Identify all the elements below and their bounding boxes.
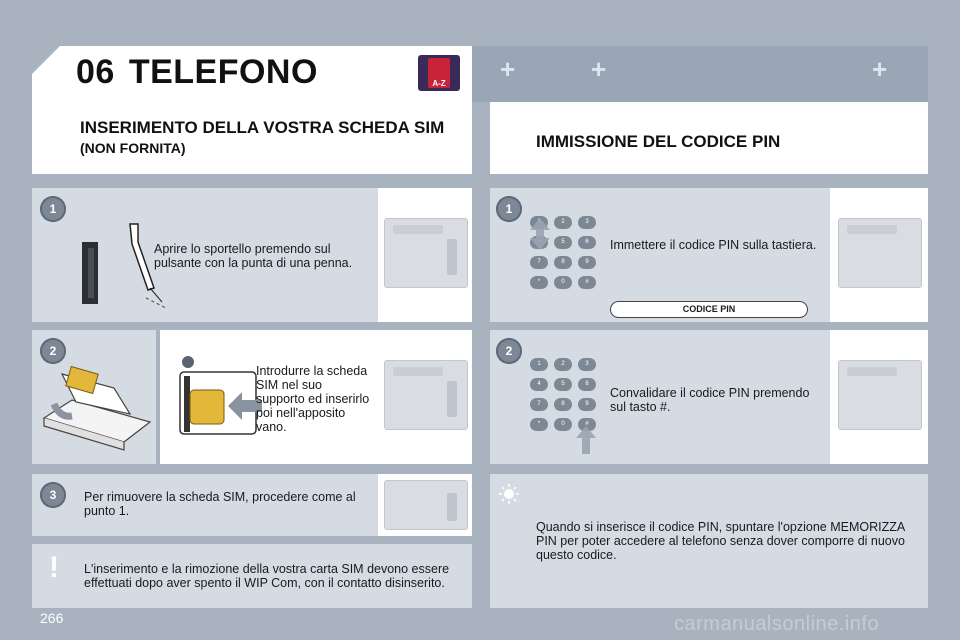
keypad-key: 3 (578, 216, 596, 229)
keypad-key: 9 (578, 256, 596, 269)
step-number-badge: 2 (40, 338, 66, 364)
radio-display (847, 225, 897, 234)
keypad-key: # (578, 418, 596, 431)
radio-display (393, 225, 443, 234)
keypad-key: 6 (578, 236, 596, 249)
book-icon (418, 55, 460, 91)
sim-tray-illustration (38, 364, 154, 454)
left-section-title: INSERIMENTO DELLA VOSTRA SCHEDA SIM (80, 118, 445, 137)
step-number-badge: 1 (496, 196, 522, 222)
sim-slot (447, 239, 457, 275)
left-step-3-panel (32, 474, 472, 536)
tip-text: Quando si inserisce il codice PIN, spuntare l'opzione MEMORIZZA PIN per poter accedere al telefono senza dover comporre di nuovo questo codice. (536, 520, 905, 562)
radio-keypad-illustration (838, 218, 922, 288)
right-section-header (490, 102, 928, 174)
warning-panel (32, 544, 472, 608)
header-decoration (472, 46, 928, 102)
radio-image-panel (830, 330, 928, 464)
phone-keypad-illustration (530, 358, 602, 432)
sim-slot (447, 493, 457, 521)
keypad-key: # (578, 276, 596, 289)
step-text: Immettere il codice PIN sulla tastiera. (610, 238, 817, 252)
keypad-key: 7 (530, 398, 548, 411)
keypad-key: 5 (554, 378, 572, 391)
left-step-1-panel (32, 188, 472, 322)
keypad-key: * (530, 276, 548, 289)
keypad-key: 5 (554, 236, 572, 249)
radio-image-panel (830, 188, 928, 322)
step-number-badge: 2 (496, 338, 522, 364)
left-section-header (32, 102, 472, 174)
radio-image-panel (378, 474, 472, 536)
step-text: Introdurre la scheda SIM nel suo supporto ed inserirlo poi nell'apposito vano. (256, 364, 370, 434)
lightbulb-icon (498, 483, 520, 505)
keypad-key: 6 (578, 378, 596, 391)
radio-unit-illustration (384, 480, 468, 530)
keypad-key: 8 (554, 256, 572, 269)
book-icon-label: A-Z (432, 79, 446, 88)
sim-holder-illustration (170, 352, 266, 442)
radio-display (847, 367, 897, 376)
left-section-subtitle: (NON FORNITA) (80, 140, 186, 156)
sim-slot (447, 381, 457, 417)
step-text: Convalidare il codice PIN premendo sul tasto #. (610, 386, 810, 414)
left-step-2-image-panel (32, 330, 156, 464)
step-text: Per rimuovere la scheda SIM, procedere come al punto 1. (84, 490, 356, 518)
plus-decoration: + (872, 54, 888, 84)
pin-code-label: CODICE PIN (610, 301, 808, 318)
radio-keypad-illustration (838, 360, 922, 430)
chapter-number: 06 (76, 53, 115, 91)
up-down-arrow-icon (530, 218, 550, 250)
step-number-badge: 3 (40, 482, 66, 508)
radio-image-panel (378, 188, 472, 322)
warning-text: L'inserimento e la rimozione della vostra carta SIM devono essere effettuati dopo aver spento il WIP Com, con il contatto disinserito. (84, 562, 450, 590)
keypad-key: 2 (554, 358, 572, 371)
page-number: 266 (40, 610, 64, 626)
keypad-key: 1 (530, 358, 548, 371)
radio-display (393, 367, 443, 376)
warning-icon: ! (49, 551, 59, 584)
tip-panel (490, 474, 928, 608)
keypad-key: 0 (554, 276, 572, 289)
plus-decoration: + (591, 54, 607, 84)
keypad-key: 7 (530, 256, 548, 269)
plus-decoration: + (500, 54, 516, 84)
left-step-2-panel (160, 330, 472, 464)
radio-unit-illustration (384, 360, 468, 430)
page-title (76, 53, 318, 92)
keypad-key: 2 (554, 216, 572, 229)
keypad-key: 9 (578, 398, 596, 411)
step-number-badge: 1 (40, 196, 66, 222)
keypad-key: * (530, 418, 548, 431)
keypad-key: 3 (578, 358, 596, 371)
chapter-title: TELEFONO (128, 53, 318, 91)
right-step-2-panel (490, 330, 928, 464)
radio-unit-illustration (384, 218, 468, 288)
step-text: Aprire lo sportello premendo sul pulsante con la punta di una penna. (154, 242, 353, 270)
keypad-key: 0 (554, 418, 572, 431)
up-arrow-icon (576, 426, 596, 454)
keypad-key: 8 (554, 398, 572, 411)
watermark: carmanualsonline.info (674, 613, 880, 635)
right-section-title: IMMISSIONE DEL CODICE PIN (536, 132, 781, 151)
keypad-key: 4 (530, 378, 548, 391)
